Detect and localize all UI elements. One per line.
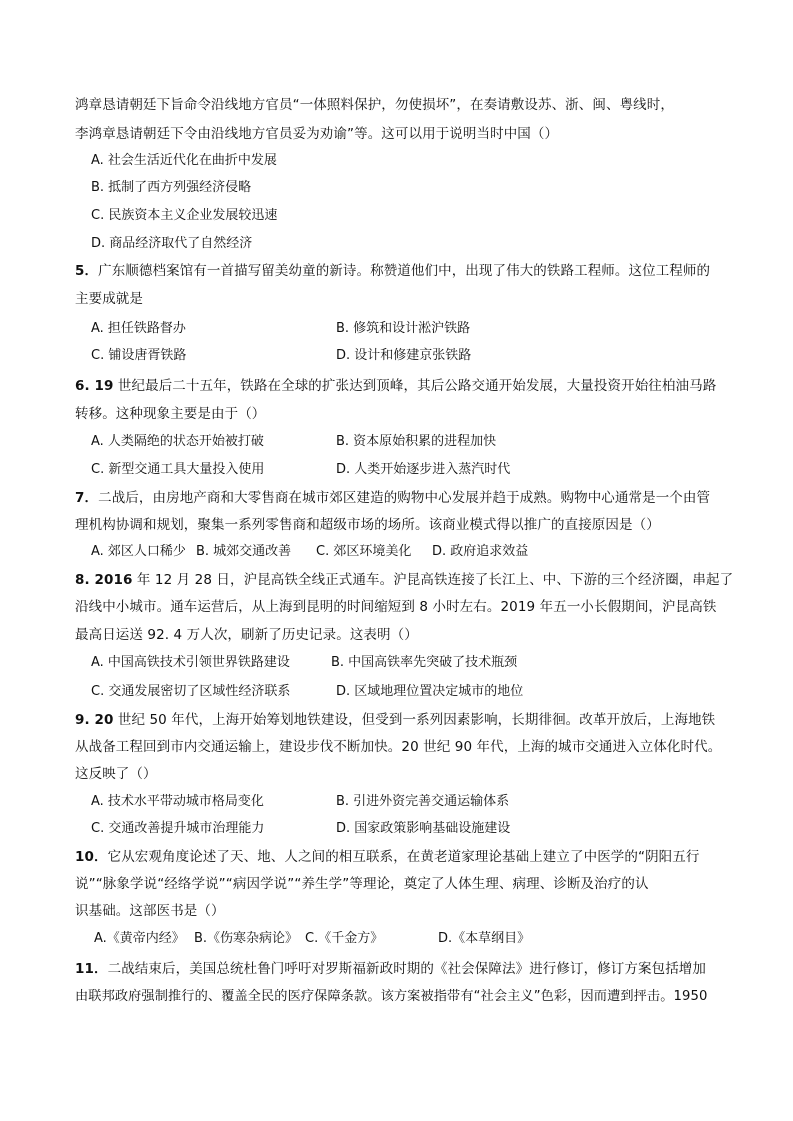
q8-option-d: D. 区域地理位置决定城市的地位	[336, 684, 524, 699]
q5-stem-line-1	[75, 262, 710, 280]
q7-option-d: D. 政府追求效益	[432, 544, 529, 559]
q4-stem-line-1: 鸿章恳请朝廷下旨命令沿线地方官员“一体照料保护，勿使损坏”，在奏请敷设苏、浙、闽、粤线时，	[75, 97, 674, 113]
q8-option-c: C. 交通发展密切了区域性经济联系	[91, 684, 291, 699]
q4-stem-line-2: 李鸿章恳请朝廷下令由沿线地方官员妥为劝谕”等。这可以用于说明当时中国（）	[75, 126, 559, 142]
q5-option-b: B. 修筑和设计淞沪铁路	[336, 321, 471, 336]
q10-stem-line-2: 说”“脉象学说“经络学说”“病因学说”“养生学”等理论，奠定了人体生理、病理、诊断及治疗的认	[75, 876, 649, 892]
q6-number: 6. 19	[75, 378, 114, 394]
q10-stem-line-3: 识基础。这部医书是（）	[75, 903, 225, 919]
q6-stem-line-1	[75, 377, 716, 395]
q10-option-b: B.《伤寒杂病论》	[194, 931, 299, 946]
q5-option-a: A. 担任铁路督办	[91, 321, 186, 336]
q4-option-c: C. 民族资本主义企业发展较迅速	[91, 208, 278, 223]
q6-option-d: D. 人类开始逐步进入蒸汽时代	[336, 462, 511, 477]
q8-option-b: B. 中国高铁率先突破了技术瓶颈	[331, 655, 518, 670]
q5-number: 5．	[75, 263, 99, 279]
q8-stem-text: 年 12 月 28 日，沪昆高铁全线正式通车。沪昆高铁连接了长江上、中、下游的三个经济圈，串起了	[132, 572, 734, 588]
q9-stem-line-1	[75, 711, 715, 729]
q11-stem-line-2: 由联邦政府强制推行的、覆盖全民的医疗保障条款。该方案被指带有“社会主义”色彩，因而遭到抨击。1950	[75, 989, 708, 1004]
q10-option-d: D.《本草纲目》	[438, 931, 531, 946]
q7-option-c: C. 郊区环境美化	[316, 544, 412, 559]
q8-stem-line-2: 沿线中小城市。通车运营后，从上海到昆明的时间缩短到 8 小时左右。2019 年五一小长假期间，沪昆高铁	[75, 599, 717, 615]
q6-option-c: C. 新型交通工具大量投入使用	[91, 462, 265, 477]
q10-stem-line-1	[75, 848, 700, 866]
q9-number: 9. 20	[75, 712, 114, 728]
q8-option-a: A. 中国高铁技术引领世界铁路建设	[91, 655, 290, 670]
q9-stem-line-3: 这反映了（）	[75, 766, 157, 782]
q7-option-a: A. 郊区人口稀少	[91, 544, 186, 559]
q10-stem-text: 它从宏观角度论述了天、地、人之间的相互联系，在黄老道家理论基础上建立了中医学的“阴阳五行	[107, 849, 700, 865]
q4-option-b: B. 抵制了西方列强经济侵略	[91, 180, 252, 195]
q10-option-a: A.《黄帝内经》	[94, 931, 185, 946]
q11-stem-text: 二战结束后，美国总统杜鲁门呼吁对罗斯福新政时期的《社会保障法》进行修订，修订方案包括增加	[107, 961, 706, 977]
q4-option-d: D. 商品经济取代了自然经济	[91, 236, 253, 251]
q8-stem-line-3: 最高日运送 92. 4 万人次，刷新了历史记录。这表明（）	[75, 627, 418, 643]
q10-number: 10．	[75, 849, 108, 865]
q6-stem-line-2: 转移。这种现象主要是由于（）	[75, 406, 266, 422]
q6-option-a: A. 人类隔绝的状态开始被打破	[91, 434, 264, 449]
q5-stem-text: 广东顺德档案馆有一首描写留美幼童的新诗。称赞道他们中，出现了伟大的铁路工程师。这位工程师的	[98, 263, 711, 279]
q9-stem-text: 世纪 50 年代，上海开始筹划地铁建设，但受到一系列因素影响，长期徘徊。改革开放后，上海地铁	[113, 712, 716, 728]
q8-number: 8. 2016	[75, 572, 133, 588]
q9-option-c: C. 交通改善提升城市治理能力	[91, 821, 265, 836]
q9-stem-line-2: 从战备工程回到市内交通运输上，建设步伐不断加快。20 世纪 90 年代，上海的城市交通进入立体化时代。	[75, 739, 722, 755]
q7-option-b: B. 城郊交通改善	[196, 544, 292, 559]
q7-stem-line-2: 理机构协调和规划，聚集一系列零售商和超级市场的场所。该商业模式得以推广的直接原因是（）	[75, 517, 660, 533]
q7-stem-line-1	[75, 489, 710, 507]
q5-stem-line-2: 主要成就是	[75, 291, 143, 307]
q11-number: 11．	[75, 961, 108, 977]
q7-number: 7．	[75, 490, 99, 506]
q8-stem-line-1	[75, 571, 733, 589]
q6-stem-text: 世纪最后二十五年，铁路在全球的扩张达到顶峰，其后公路交通开始发展，大量投资开始往柏油马路	[113, 378, 717, 394]
q10-option-c: C.《千金方》	[305, 931, 384, 946]
q7-stem-text: 二战后，由房地产商和大零售商在城市郊区建造的购物中心发展并趋于成熟。购物中心通常是一个由管	[98, 490, 711, 506]
q9-option-b: B. 引进外资完善交通运输体系	[336, 794, 510, 809]
q11-stem-line-1	[75, 960, 706, 978]
q9-option-a: A. 技术水平带动城市格局变化	[91, 794, 264, 809]
q6-option-b: B. 资本原始积累的进程加快	[336, 434, 497, 449]
q5-option-d: D. 设计和修建京张铁路	[336, 348, 472, 363]
q5-option-c: C. 铺设唐胥铁路	[91, 348, 187, 363]
q4-option-a: A. 社会生活近代化在曲折中发展	[91, 153, 277, 168]
q9-option-d: D. 国家政策影响基础设施建设	[336, 821, 511, 836]
